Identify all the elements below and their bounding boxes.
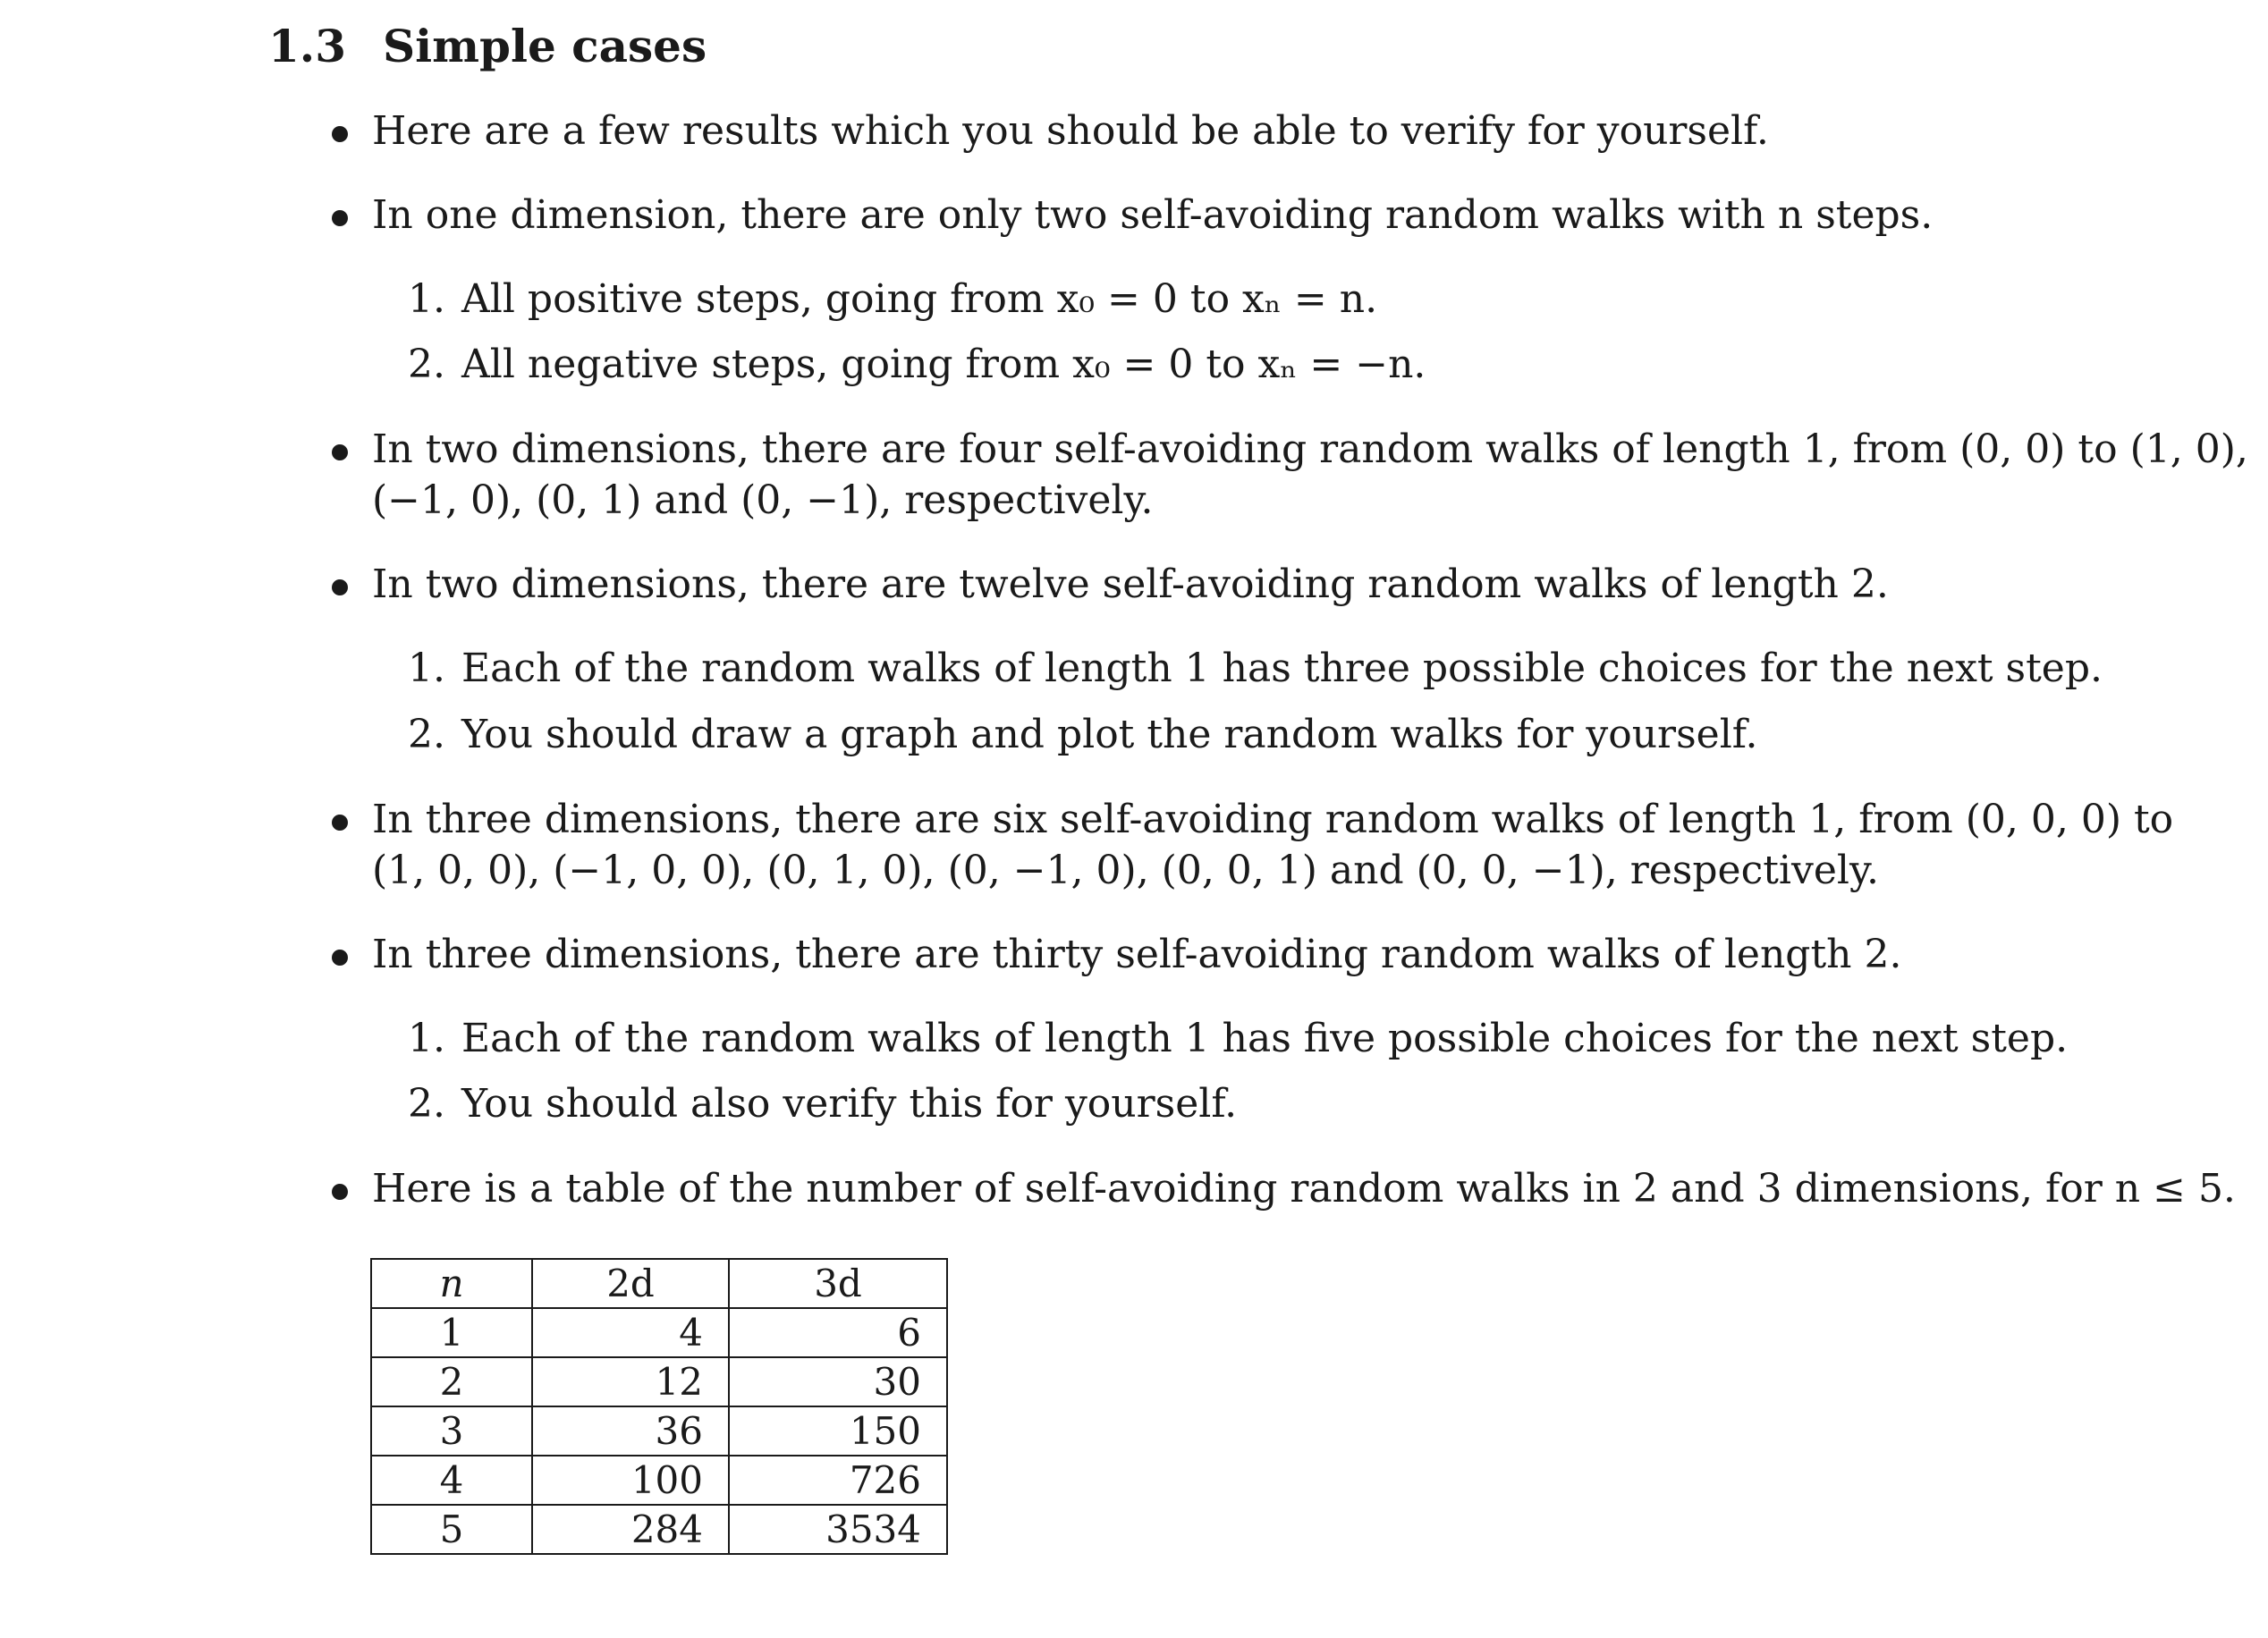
bullet-marker	[332, 210, 348, 226]
bullet-marker	[332, 950, 348, 966]
table-row	[371, 1505, 947, 1554]
bullet-marker	[332, 815, 348, 831]
list-item-text: All positive steps, going from x₀ = 0 to xₙ = n.	[461, 276, 1378, 322]
table-cell: 6	[729, 1308, 947, 1357]
list-item-text: You should also verify this for yourself.	[461, 1081, 1238, 1127]
bullet-text: Here are a few results which you should be able to verify for yourself.	[372, 108, 1769, 154]
bullet-marker	[332, 1184, 348, 1200]
bullet-text: In three dimensions, there are six self-avoiding random walks of length 1, from (0, 0, 0) to	[372, 797, 2174, 842]
table-cell: 1	[371, 1308, 532, 1357]
bullet-marker	[332, 579, 348, 595]
bullet-marker	[332, 444, 348, 460]
section-heading	[268, 20, 707, 72]
list-item	[408, 1013, 2068, 1065]
list-item	[408, 1078, 1237, 1130]
table-row	[371, 1308, 947, 1357]
table-cell: 36	[532, 1406, 729, 1456]
table-cell: 4	[532, 1308, 729, 1357]
section-title: Simple cases	[383, 20, 707, 72]
table-cell: 150	[729, 1406, 947, 1456]
bullet-text-continued: (1, 0, 0), (−1, 0, 0), (0, 1, 0), (0, −1, 0), (0, 0, 1) and (0, 0, −1), respectively.	[372, 848, 1879, 893]
table-row	[371, 1406, 947, 1456]
list-item	[408, 339, 1426, 391]
bullet-text: Here is a table of the number of self-avoiding random walks in 2 and 3 dimensions, for n ≤ 5.	[372, 1166, 2236, 1212]
list-item-number: 1.	[408, 646, 445, 691]
table-header-cell: 2d	[532, 1259, 729, 1308]
bullet-marker	[332, 126, 348, 142]
list-item-text: Each of the random walks of length 1 has three possible choices for the next step.	[461, 646, 2103, 691]
bullet-text: In one dimension, there are only two self-avoiding random walks with n steps.	[372, 192, 1934, 238]
table-header-cell: 3d	[729, 1259, 947, 1308]
table-cell: 12	[532, 1357, 729, 1406]
list-item-number: 1.	[408, 276, 445, 322]
table-cell: 284	[532, 1505, 729, 1554]
list-item-number: 2.	[408, 1081, 445, 1127]
table-cell: 2	[371, 1357, 532, 1406]
list-item	[408, 274, 1377, 325]
table-cell: 3534	[729, 1505, 947, 1554]
table-cell: 5	[371, 1505, 532, 1554]
walks-table	[370, 1258, 948, 1555]
list-item-number: 1.	[408, 1016, 445, 1061]
table-cell: 30	[729, 1357, 947, 1406]
list-item-number: 2.	[408, 712, 445, 757]
list-item-text: All negative steps, going from x₀ = 0 to xₙ = −n.	[461, 342, 1426, 387]
list-item-text: You should draw a graph and plot the random walks for yourself.	[461, 712, 1758, 757]
bullet-text: In three dimensions, there are thirty self-avoiding random walks of length 2.	[372, 932, 1902, 977]
table-row	[371, 1456, 947, 1505]
section-number: 1.3	[268, 20, 346, 72]
bullet-text-continued: (−1, 0), (0, 1) and (0, −1), respectively.	[372, 477, 1154, 523]
table-header-cell: n	[371, 1259, 532, 1308]
bullet-text: In two dimensions, there are four self-avoiding random walks of length 1, from (0, 0) to (1, 0),	[372, 426, 2248, 472]
table-cell: 4	[371, 1456, 532, 1505]
bullet-text: In two dimensions, there are twelve self-avoiding random walks of length 2.	[372, 561, 1889, 607]
table-cell: 3	[371, 1406, 532, 1456]
list-item-number: 2.	[408, 342, 445, 387]
list-item	[408, 643, 2103, 695]
list-item	[408, 709, 1757, 761]
table-cell: 100	[532, 1456, 729, 1505]
list-item-text: Each of the random walks of length 1 has five possible choices for the next step.	[461, 1016, 2069, 1061]
table-header-row	[371, 1259, 947, 1308]
table-row	[371, 1357, 947, 1406]
table-cell: 726	[729, 1456, 947, 1505]
